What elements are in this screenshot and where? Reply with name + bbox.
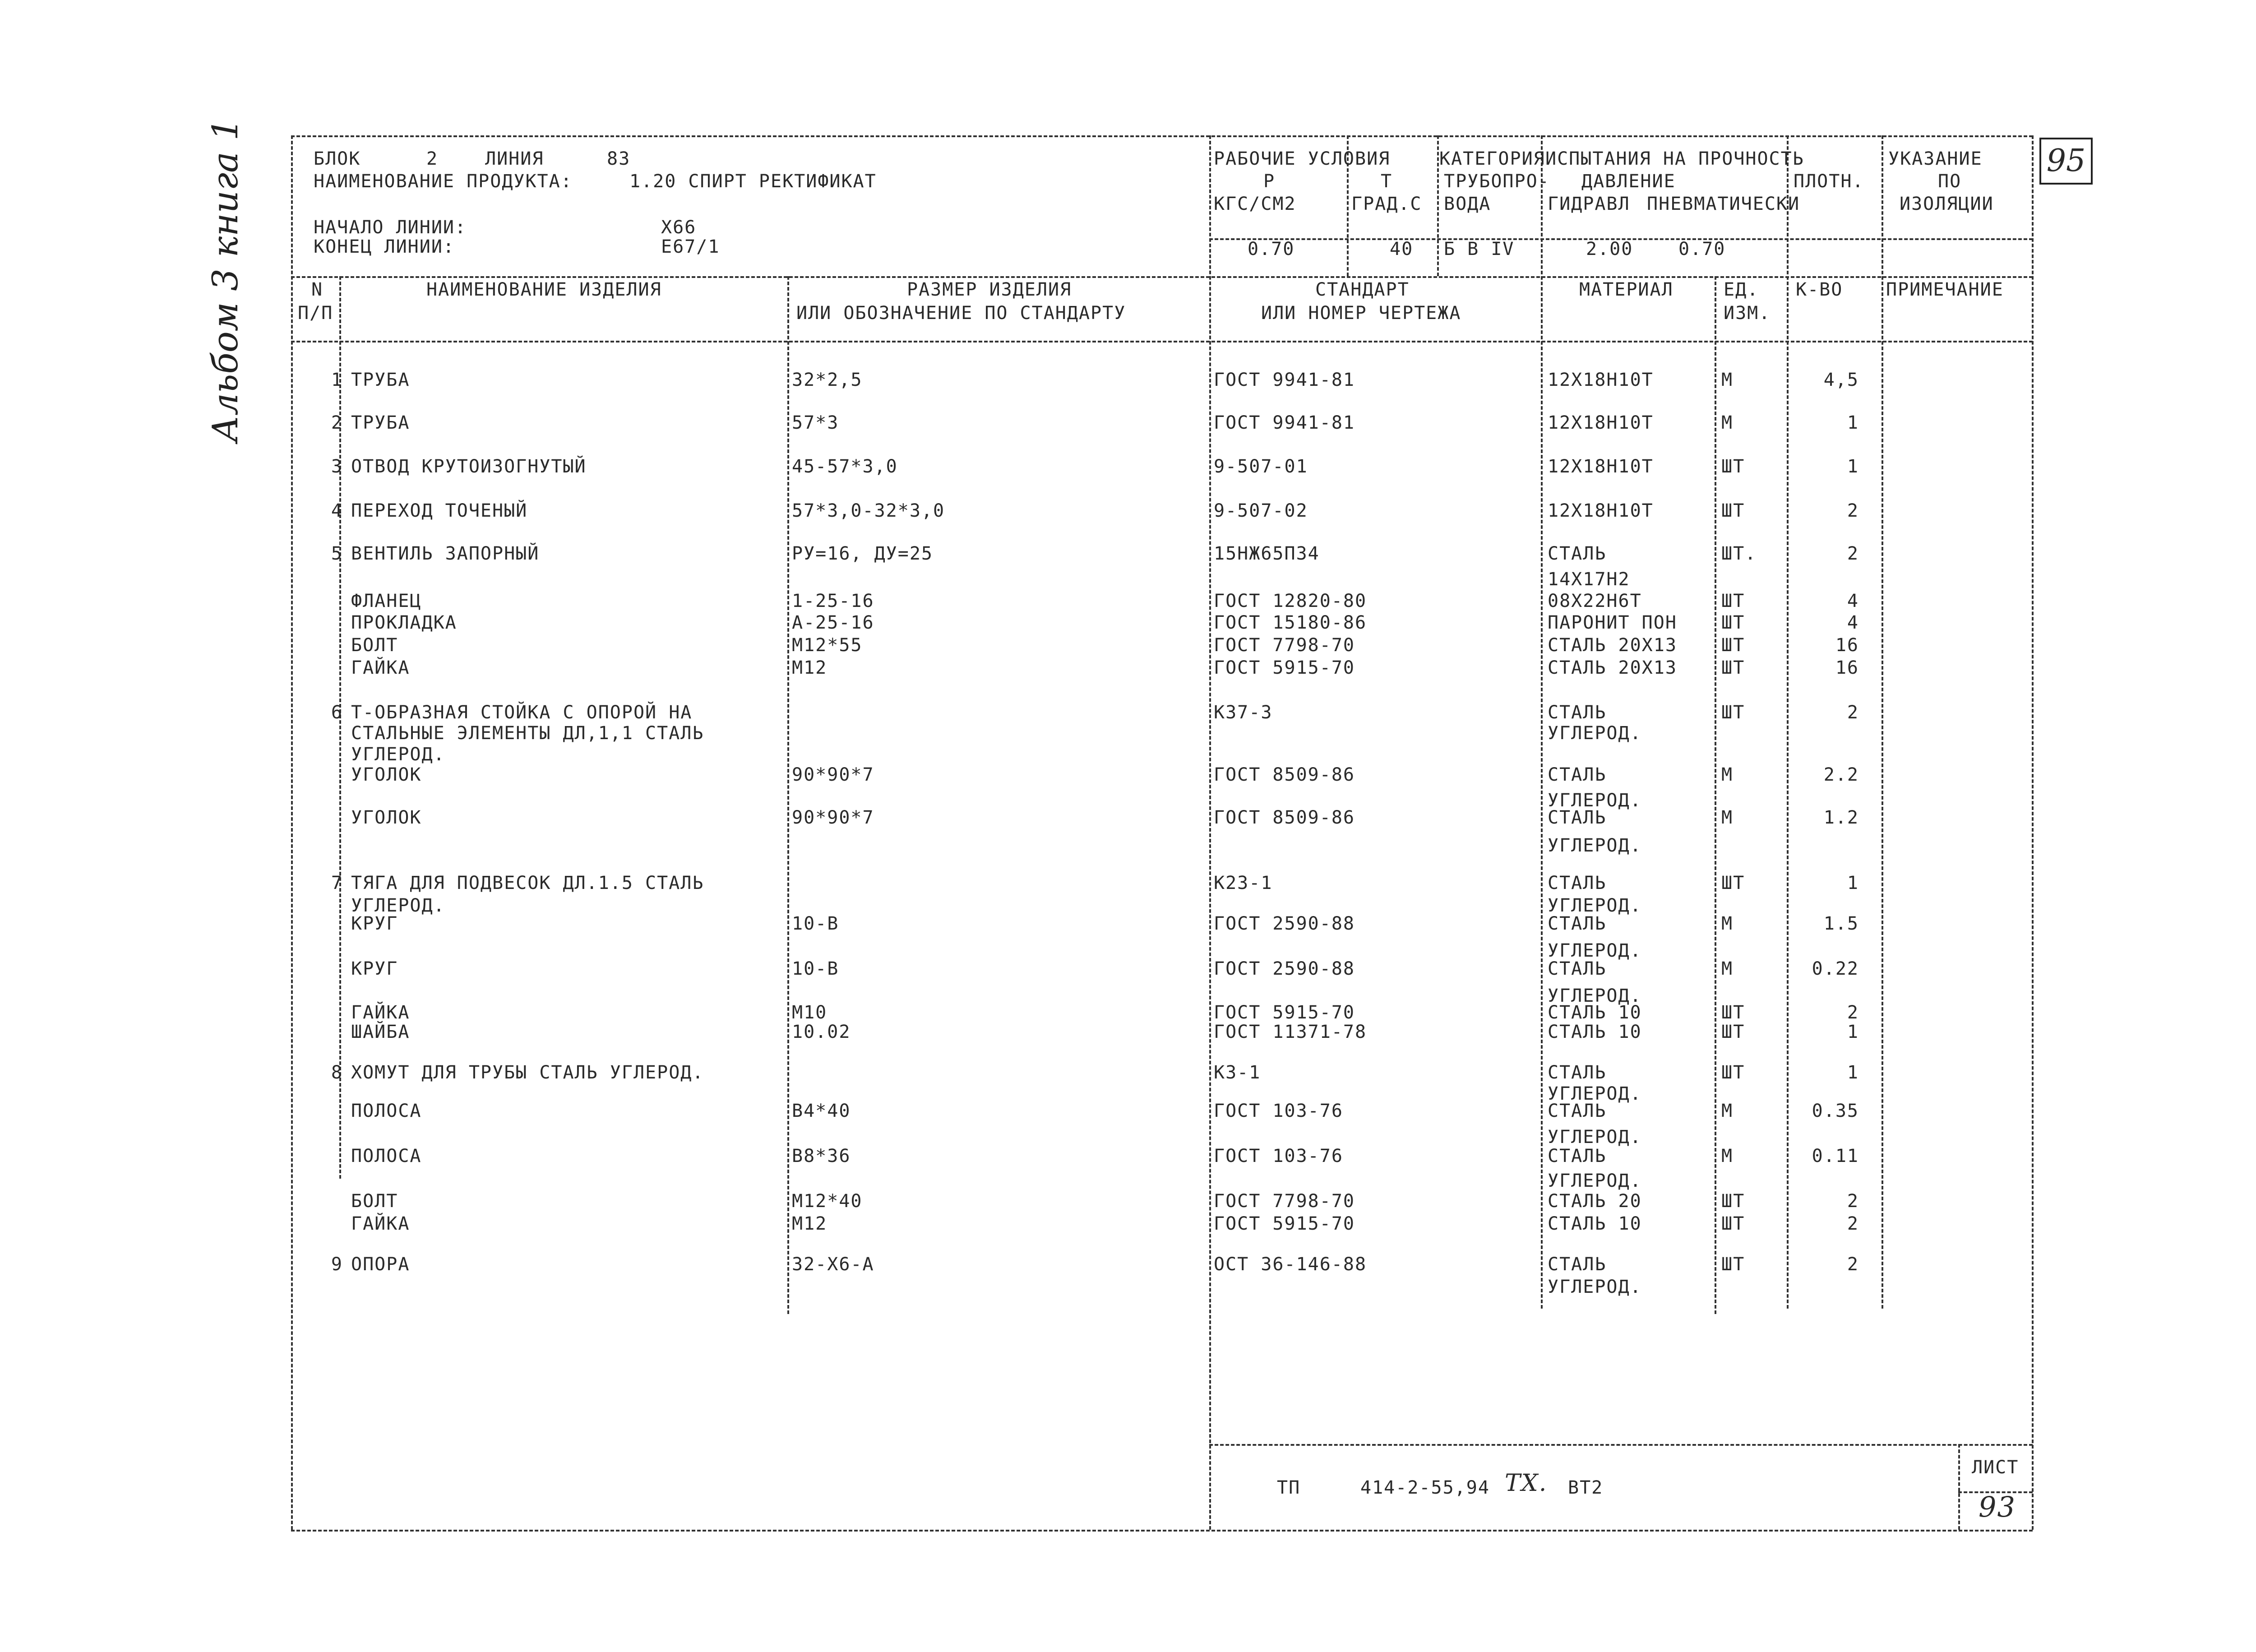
row-std: 15НЖ65П34: [1214, 543, 1320, 564]
end-label: КОНЕЦ ЛИНИИ:: [314, 236, 455, 257]
row-std: ОСТ 36-146-88: [1214, 1254, 1367, 1275]
row-unit: ШТ: [1721, 702, 1745, 723]
row-n: 1: [331, 370, 343, 390]
row-unit: ШТ: [1721, 1002, 1745, 1023]
size-col-left-line: [787, 276, 789, 1314]
row-mat: УГЛЕРОД.: [1548, 1277, 1642, 1297]
row-std: ГОСТ 103-76: [1214, 1101, 1343, 1121]
row-name: ТРУБА: [351, 370, 410, 390]
col-qty: К-ВО: [1796, 279, 1843, 300]
row-qty: 1.2: [1823, 807, 1859, 828]
row-name: КРУГ: [351, 913, 398, 934]
row-size: А-25-16: [792, 612, 874, 633]
row-mat: СТАЛЬ: [1548, 1101, 1607, 1121]
row-std: К23-1: [1214, 873, 1273, 893]
row-size: М10: [792, 1002, 828, 1023]
row-name: ФЛАНЕЦ: [351, 591, 422, 611]
row-mat: УГЛЕРОД.: [1548, 790, 1642, 811]
row-size: М12: [792, 657, 828, 678]
doc-code: 414-2-55,94: [1360, 1477, 1490, 1498]
hydraulic-value: 2.00: [1586, 239, 1633, 259]
row-n: 5: [331, 543, 343, 564]
material-col-left-line: [1541, 135, 1543, 1309]
row-mat: 12Х18Н10Т: [1548, 456, 1654, 477]
row-qty: 2: [1847, 543, 1859, 564]
row-unit: ШТ: [1721, 1022, 1745, 1042]
row-mat: СТАЛЬ: [1548, 543, 1607, 564]
row-n: 7: [331, 873, 343, 893]
sheet-label: ЛИСТ: [1972, 1457, 2019, 1478]
test-title: ИСПЫТАНИЯ НА ПРОЧНОСТЬ: [1545, 148, 1804, 169]
row-size: В4*40: [792, 1101, 851, 1121]
row-n: 4: [331, 500, 343, 521]
row-std: ГОСТ 11371-78: [1214, 1022, 1367, 1042]
frame-bottom-line: [291, 1530, 2033, 1532]
margin-note: Альбом 3 книга 1: [205, 118, 246, 442]
row-n: 8: [331, 1062, 343, 1083]
category-value: Б В IV: [1444, 239, 1515, 259]
row-size: М12: [792, 1213, 828, 1234]
row-mat: УГЛЕРОД.: [1548, 1171, 1642, 1191]
row-name: ТЯГА ДЛЯ ПОДВЕСОК ДЛ.1.5 СТАЛЬ: [351, 873, 704, 893]
row-mat: СТАЛЬ 20: [1548, 1191, 1642, 1212]
row-mat: УГЛЕРОД.: [1548, 895, 1642, 916]
row-mat: СТАЛЬ 20Х13: [1548, 635, 1677, 656]
row-name: ПОЛОСА: [351, 1146, 422, 1166]
row-mat: СТАЛЬ: [1548, 807, 1607, 828]
row-qty: 4: [1847, 591, 1859, 611]
page-stamp-number: 95: [2046, 143, 2086, 179]
row-std: ГОСТ 2590-88: [1214, 913, 1355, 934]
row-qty: 2: [1847, 702, 1859, 723]
row-qty: 1: [1847, 412, 1859, 433]
line-value: 83: [607, 148, 631, 169]
block-value: 2: [426, 148, 439, 169]
row-unit: ШТ: [1721, 657, 1745, 678]
pressure-label: ДАВЛЕНИЕ: [1581, 171, 1676, 192]
row-n: 9: [331, 1254, 343, 1275]
std-col-left-line: [1209, 135, 1211, 1530]
doc-suffix: ТХ.: [1505, 1470, 1548, 1497]
row-mat: УГЛЕРОД.: [1548, 940, 1642, 961]
row-mat: 12Х18Н10Т: [1548, 500, 1654, 521]
row-mat: СТАЛЬ: [1548, 764, 1607, 785]
row-qty: 1: [1847, 1062, 1859, 1083]
p-value: 0.70: [1248, 239, 1295, 259]
row-unit: М: [1721, 764, 1734, 785]
row-mat: СТАЛЬ: [1548, 873, 1607, 893]
row-mat: СТАЛЬ 10: [1548, 1022, 1642, 1042]
num-col-line: [339, 276, 341, 1179]
unit-col-left-line: [1715, 276, 1716, 1314]
row-qty: 1: [1847, 873, 1859, 893]
row-name: УГОЛОК: [351, 807, 422, 828]
product-label: НАИМЕНОВАНИЕ ПРОДУКТА:: [314, 171, 573, 192]
row-name: ШАЙБА: [351, 1022, 410, 1042]
row-std: ГОСТ 9941-81: [1214, 370, 1355, 390]
row-mat: 08Х22Н6Т: [1548, 591, 1642, 611]
work-cond-title: РАБОЧИЕ УСЛОВИЯ: [1214, 148, 1391, 169]
row-mat: СТАЛЬ: [1548, 1062, 1607, 1083]
t-value: 40: [1390, 239, 1414, 259]
col-num2: П/П: [298, 303, 333, 324]
row-size: РУ=16, ДУ=25: [792, 543, 933, 564]
row-unit: ШТ: [1721, 1191, 1745, 1212]
row-std: ГОСТ 8509-86: [1214, 764, 1355, 785]
row-qty: 2: [1847, 1254, 1859, 1275]
row-unit: ШТ: [1721, 456, 1745, 477]
row-unit: ШТ.: [1721, 543, 1757, 564]
row-n: 3: [331, 456, 343, 477]
row-unit: М: [1721, 412, 1734, 433]
row-size: 90*90*7: [792, 807, 874, 828]
row-mat: СТАЛЬ: [1548, 958, 1607, 979]
row-mat: СТАЛЬ: [1548, 913, 1607, 934]
row-name: ГАЙКА: [351, 657, 410, 678]
row-mat: СТАЛЬ: [1548, 702, 1607, 723]
row-name: УГЛЕРОД.: [351, 744, 445, 765]
row-name: КРУГ: [351, 958, 398, 979]
row-qty: 4: [1847, 612, 1859, 633]
category-col-line: [1437, 135, 1439, 276]
row-std: К37-3: [1214, 702, 1273, 723]
line-label: ЛИНИЯ: [485, 148, 544, 169]
row-mat: 14Х17Н2: [1548, 569, 1630, 590]
row-mat: УГЛЕРОД.: [1548, 986, 1642, 1006]
pneumatic-label: ПНЕВМАТИЧЕСКИ: [1647, 194, 1800, 214]
row-unit: М: [1721, 1101, 1734, 1121]
end-value: Е67/1: [661, 236, 720, 257]
row-mat: СТАЛЬ 10: [1548, 1002, 1642, 1023]
row-size: М12*55: [792, 635, 863, 656]
row-unit: ШТ: [1721, 1254, 1745, 1275]
col-material: МАТЕРИАЛ: [1579, 279, 1674, 300]
header-bottom-line: [291, 276, 2033, 278]
row-name: УГЛЕРОД.: [351, 895, 445, 916]
col-std1: СТАНДАРТ: [1315, 279, 1410, 300]
category-title: КАТЕГОРИЯ: [1439, 148, 1545, 169]
row-name: БОЛТ: [351, 1191, 398, 1212]
start-value: Х66: [661, 217, 697, 238]
col-note: ПРИМЕЧАНИЕ: [1886, 279, 2004, 300]
row-mat: УГЛЕРОД.: [1548, 723, 1642, 744]
col-num1: N: [311, 279, 324, 300]
product-value: 1.20 СПИРТ РЕКТИФИКАТ: [629, 171, 877, 192]
tp-label: ТП: [1277, 1477, 1301, 1498]
row-qty: 2: [1847, 1002, 1859, 1023]
insulation-sub2: ИЗОЛЯЦИИ: [1900, 194, 1994, 214]
row-mat: УГЛЕРОД.: [1548, 1127, 1642, 1148]
row-unit: ШТ: [1721, 873, 1745, 893]
row-std: 9-507-02: [1214, 500, 1308, 521]
row-qty: 2: [1847, 1191, 1859, 1212]
frame-top-line: [291, 135, 2033, 137]
hydraulic-label: ГИДРАВЛ: [1548, 194, 1630, 214]
sheet-number: 93: [1979, 1490, 2016, 1523]
row-size: 10-В: [792, 913, 839, 934]
row-name: ПРОКЛАДКА: [351, 612, 457, 633]
row-mat: СТАЛЬ 20Х13: [1548, 657, 1677, 678]
col-size1: РАЗМЕР ИЗДЕЛИЯ: [907, 279, 1072, 300]
row-std: ГОСТ 15180-86: [1214, 612, 1367, 633]
row-name: ПОЛОСА: [351, 1101, 422, 1121]
row-size: В8*36: [792, 1146, 851, 1166]
row-qty: 0.22: [1812, 958, 1859, 979]
row-std: ГОСТ 5915-70: [1214, 657, 1355, 678]
col-size2: ИЛИ ОБОЗНАЧЕНИЕ ПО СТАНДАРТУ: [796, 303, 1126, 324]
row-std: ГОСТ 8509-86: [1214, 807, 1355, 828]
row-qty: 2.2: [1823, 764, 1859, 785]
row-size: 10-В: [792, 958, 839, 979]
titleblock-top-line: [1209, 1444, 2033, 1446]
row-mat: СТАЛЬ: [1548, 1254, 1607, 1275]
row-name: ПЕРЕХОД ТОЧЕНЫЙ: [351, 500, 528, 521]
sheet-col-line: [1958, 1444, 1960, 1530]
row-qty: 4,5: [1823, 370, 1859, 390]
row-mat: 12Х18Н10Т: [1548, 370, 1654, 390]
row-unit: М: [1721, 913, 1734, 934]
row-size: 1-25-16: [792, 591, 874, 611]
row-mat: УГЛЕРОД.: [1548, 1083, 1642, 1104]
row-qty: 16: [1835, 657, 1859, 678]
row-mat: 12Х18Н10Т: [1548, 412, 1654, 433]
row-name: ХОМУТ ДЛЯ ТРУБЫ СТАЛЬ УГЛЕРОД.: [351, 1062, 704, 1083]
row-std: ГОСТ 103-76: [1214, 1146, 1343, 1166]
doc-tail: ВТ2: [1568, 1477, 1604, 1498]
row-name: ОПОРА: [351, 1254, 410, 1275]
row-size: 32*2,5: [792, 370, 863, 390]
row-unit: ШТ: [1721, 591, 1745, 611]
row-unit: М: [1721, 370, 1734, 390]
category-sub2: ВОДА: [1444, 194, 1491, 214]
row-unit: М: [1721, 958, 1734, 979]
row-size: М12*40: [792, 1191, 863, 1212]
col-unit1: ЕД.: [1724, 279, 1759, 300]
row-unit: М: [1721, 807, 1734, 828]
row-std: ГОСТ 5915-70: [1214, 1002, 1355, 1023]
row-name: Т-ОБРАЗНАЯ СТОЙКА С ОПОРОЙ НА: [351, 702, 693, 723]
row-qty: 2: [1847, 500, 1859, 521]
row-qty: 16: [1835, 635, 1859, 656]
row-qty: 2: [1847, 1213, 1859, 1234]
col-unit2: ИЗМ.: [1724, 303, 1771, 324]
page-stamp: [2039, 138, 2093, 185]
row-std: ГОСТ 7798-70: [1214, 1191, 1355, 1212]
row-unit: ШТ: [1721, 1213, 1745, 1234]
row-size: 90*90*7: [792, 764, 874, 785]
row-name: ВЕНТИЛЬ ЗАПОРНЫЙ: [351, 543, 540, 564]
row-mat: УГЛЕРОД.: [1548, 835, 1642, 856]
row-std: ГОСТ 5915-70: [1214, 1213, 1355, 1234]
frame-right-line: [2032, 135, 2034, 1530]
row-qty: 0.11: [1812, 1146, 1859, 1166]
row-name: УГОЛОК: [351, 764, 422, 785]
col-std2: ИЛИ НОМЕР ЧЕРТЕЖА: [1261, 303, 1461, 324]
row-size: 32-Х6-А: [792, 1254, 874, 1275]
row-std: ГОСТ 12820-80: [1214, 591, 1367, 611]
row-unit: ШТ: [1721, 500, 1745, 521]
row-std: ГОСТ 7798-70: [1214, 635, 1355, 656]
row-mat: СТАЛЬ 10: [1548, 1213, 1642, 1234]
block-label: БЛОК: [314, 148, 361, 169]
p-unit: КГС/СМ2: [1214, 194, 1296, 214]
row-std: 9-507-01: [1214, 456, 1308, 477]
row-qty: 1: [1847, 456, 1859, 477]
row-name: ГАЙКА: [351, 1213, 410, 1234]
row-mat: СТАЛЬ: [1548, 1146, 1607, 1166]
row-size: 57*3,0-32*3,0: [792, 500, 945, 521]
insulation-sub1: ПО: [1938, 171, 1962, 192]
row-mat: ПАРОНИТ ПОН: [1548, 612, 1677, 633]
row-n: 6: [331, 702, 343, 723]
row-name: ТРУБА: [351, 412, 410, 433]
col-name: НАИМЕНОВАНИЕ ИЗДЕЛИЯ: [426, 279, 662, 300]
row-size: 45-57*3,0: [792, 456, 898, 477]
row-unit: ШТ: [1721, 612, 1745, 633]
row-unit: ШТ: [1721, 635, 1745, 656]
column-header-bottom-line: [291, 341, 2033, 342]
start-label: НАЧАЛО ЛИНИИ:: [314, 217, 467, 238]
row-qty: 0.35: [1812, 1101, 1859, 1121]
category-sub1: ТРУБОПРО-: [1444, 171, 1550, 192]
row-name: ОТВОД КРУТОИЗОГНУТЫЙ: [351, 456, 587, 477]
note-col-left-line: [1882, 135, 1883, 1309]
row-unit: ШТ: [1721, 1062, 1745, 1083]
row-name: БОЛТ: [351, 635, 398, 656]
row-qty: 1: [1847, 1022, 1859, 1042]
insulation-title: УКАЗАНИЕ: [1888, 148, 1983, 169]
row-size: 10.02: [792, 1022, 851, 1042]
pneumatic-value: 0.70: [1678, 239, 1726, 259]
t-label: Т: [1381, 171, 1393, 192]
frame-left-line: [291, 135, 293, 1530]
row-name: ГАЙКА: [351, 1002, 410, 1023]
density-label: ПЛОТН.: [1794, 171, 1864, 192]
row-size: 57*3: [792, 412, 839, 433]
t-unit: ГРАД.С: [1351, 194, 1422, 214]
row-name: СТАЛЬНЫЕ ЭЛЕМЕНТЫ ДЛ,1,1 СТАЛЬ: [351, 723, 704, 744]
qty-col-left-line: [1787, 135, 1789, 1309]
row-std: ГОСТ 9941-81: [1214, 412, 1355, 433]
p-label: Р: [1263, 171, 1276, 192]
row-std: К3-1: [1214, 1062, 1261, 1083]
row-unit: М: [1721, 1146, 1734, 1166]
row-qty: 1.5: [1823, 913, 1859, 934]
row-n: 2: [331, 412, 343, 433]
row-std: ГОСТ 2590-88: [1214, 958, 1355, 979]
